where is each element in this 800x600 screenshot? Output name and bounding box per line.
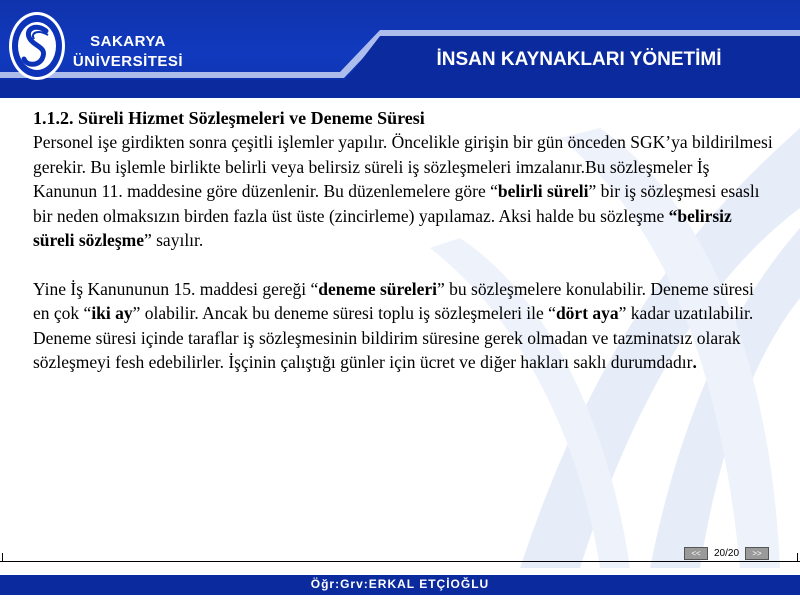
p2-text-a: Yine İş Kanununun 15. maddesi gereği “ [33, 278, 319, 299]
p2-text-e: ” olabilir. Ancak bu deneme süresi toplu iş sözleşmeleri ile “ [132, 303, 556, 323]
slide-heading: 1.1.2. Süreli Hizmet Sözleşmeleri ve Deneme Süresi [33, 108, 425, 128]
p2-bold-dort-aya: dört aya [555, 303, 619, 323]
prev-slide-button[interactable]: << [684, 547, 708, 560]
paragraph-1 [33, 130, 773, 253]
slide-navigation [684, 546, 769, 560]
p2-bold-iki-ay: iki ay [91, 303, 133, 323]
page-indicator: 20/20 [714, 547, 740, 559]
slide-content [33, 106, 773, 375]
p1-text-c: ” bir iş sözleşmesi esaslı bir neden olmaksızın birden fazla üst üste (zincirleme) yapılamaz. Aksi halde bu sözleşme [33, 181, 760, 226]
university-name-line1: SAKARYA [90, 33, 166, 50]
slide-header [0, 0, 800, 98]
p1-text-e: ” sayılır. [143, 230, 204, 250]
footer-bar [0, 575, 800, 595]
p1-bold-belirli-sureli: belirli süreli [497, 181, 589, 201]
footer-divider-tick-left [2, 553, 3, 562]
university-name-line2: ÜNİVERSİTESİ [72, 53, 184, 70]
p1-bold-belirsiz-sureli: “belirsiz süreli sözleşme [33, 205, 732, 250]
p2-bold-deneme-sureleri: deneme süreleri [318, 278, 438, 299]
p1-text-a: Personel işe girdikten sonra çeşitli işlemler yapılır. Öncelikle girişin bir gün önceden SGK’ya bildirilmesi gerekir. Bu işlemle birlikte belirli veya belirsiz süreli iş sözleşmeleri imzalanır.Bu sözleşmeler İş Kanunun 11. maddesine göre düzenlenir. Bu düzenlemelere göre “ [33, 132, 773, 201]
next-slide-button[interactable]: >> [745, 547, 769, 560]
university-logo [8, 11, 66, 81]
p2-text-g: ” kadar uzatılabilir. Deneme süresi içinde taraflar iş sözleşmesinin bildirim süresine gerek olmadan ve tazminatsız olarak sözleşmeyi fesh edebilirler. İşçinin çalıştığı günler için ücret ve diğer hakları saklı durumdadır [33, 303, 754, 372]
paragraph-2 [33, 277, 773, 375]
course-title: İNSAN KAYNAKLARI YÖNETİMİ [436, 49, 722, 70]
footer-divider [0, 561, 800, 562]
university-name [62, 32, 194, 72]
p2-text-c: ” bu sözleşmelere konulabilir. Deneme süresi en çok “ [33, 278, 754, 323]
instructor-name: Öğr:Grv:ERKAL ETÇİOĞLU [310, 577, 490, 591]
p2-final-period: . [692, 352, 697, 372]
footer-divider-tick-right [797, 553, 798, 562]
